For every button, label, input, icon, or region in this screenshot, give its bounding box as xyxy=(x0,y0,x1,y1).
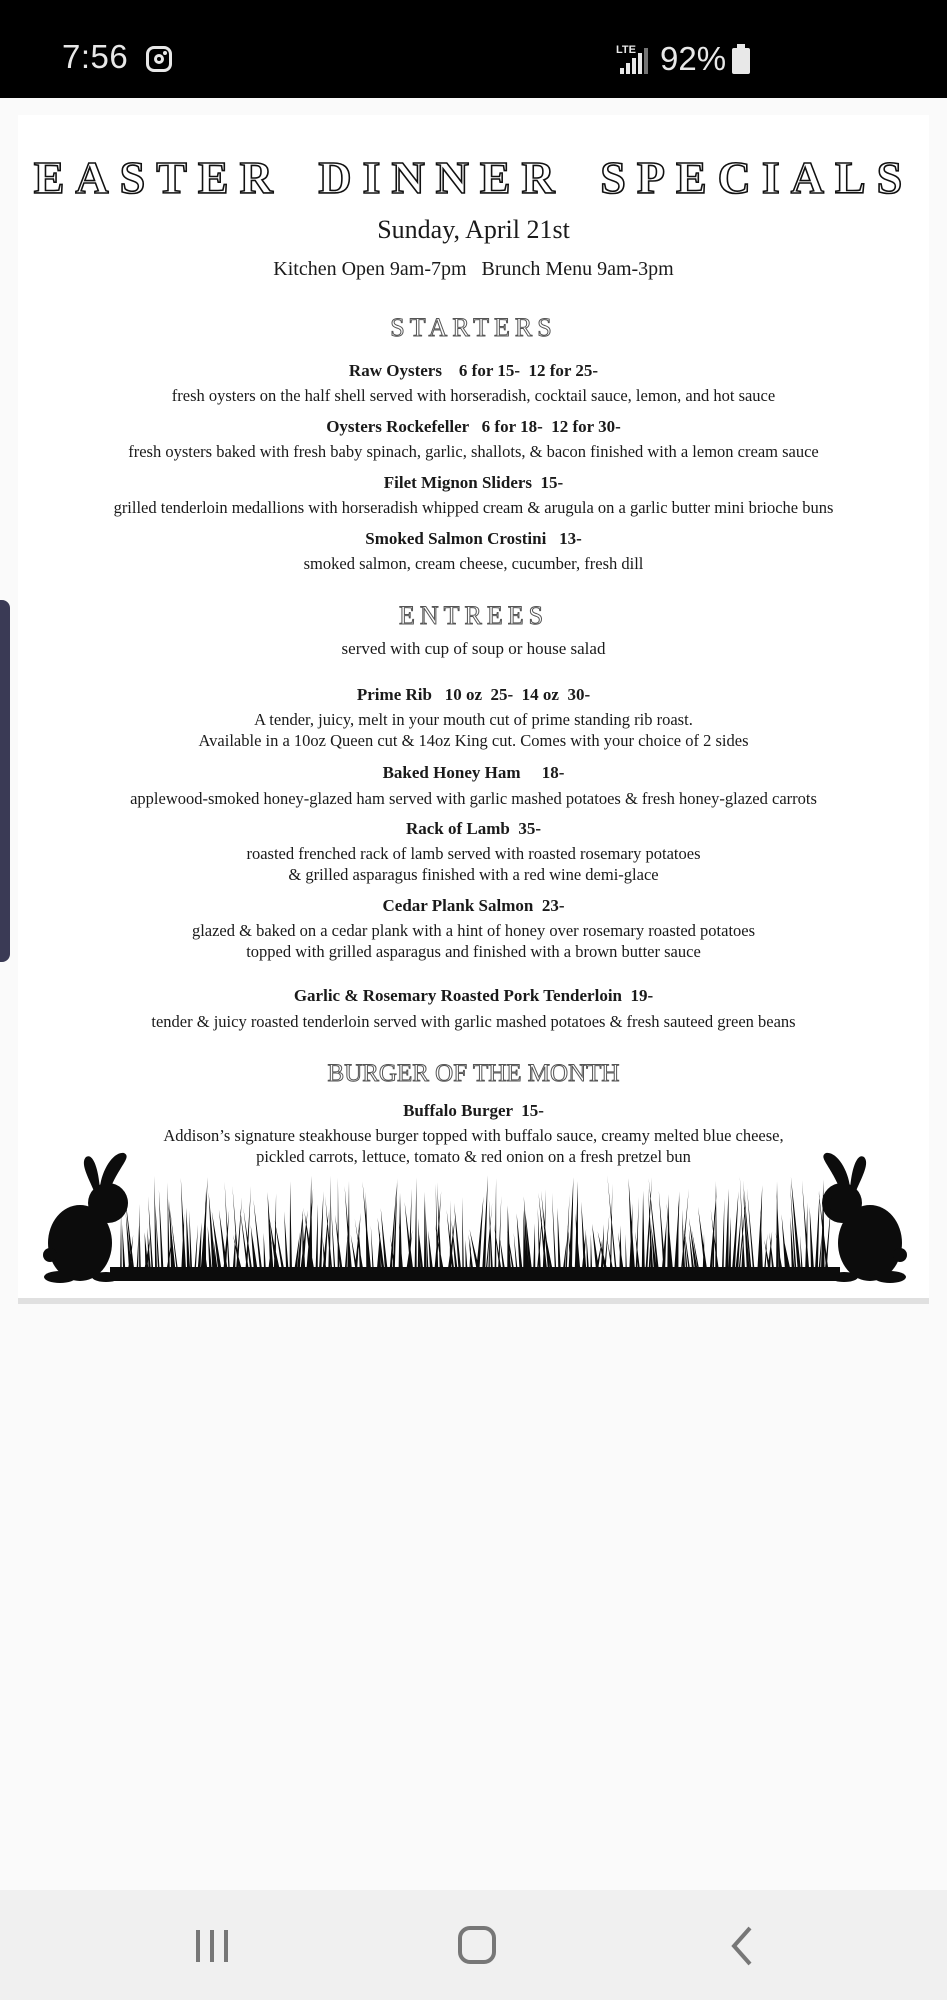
menu-hours: Kitchen Open 9am-7pm Brunch Menu 9am-3pm xyxy=(273,258,674,280)
rabbit-left-icon xyxy=(43,1153,128,1283)
section-heading-entrees: ENTREES xyxy=(398,601,549,630)
menu-item-name: Cedar Plank Salmon 23- xyxy=(382,896,565,915)
menu-item-desc: glazed & baked on a cedar plank with a hint of honey over rosemary roasted potatoes xyxy=(191,921,756,940)
grass-decoration xyxy=(110,1175,840,1281)
menu-title: EASTER DINNER SPECIALS xyxy=(33,152,914,203)
menu-item-desc: Available in a 10oz Queen cut & 14oz King cut. Comes with your choice of 2 sides xyxy=(198,731,749,750)
back-button[interactable] xyxy=(712,1920,772,1970)
battery-icon xyxy=(732,48,750,74)
menu-item-desc: topped with grilled asparagus and finished with a brown butter sauce xyxy=(246,942,701,961)
recent-apps-button[interactable] xyxy=(182,1920,242,1970)
menu-item-desc: fresh oysters baked with fresh baby spinach, garlic, shallots, & bacon finished with a lemon cream sauce xyxy=(128,442,819,461)
menu-item-name: Prime Rib 10 oz 25- 14 oz 30- xyxy=(356,685,591,704)
menu-item-desc: applewood-smoked honey-glazed ham served with garlic mashed potatoes & fresh honey-glazed carrots xyxy=(130,789,817,808)
home-button[interactable] xyxy=(446,1920,506,1970)
navigation-bar xyxy=(0,1890,947,2000)
menu-item-name: Smoked Salmon Crostini 13- xyxy=(365,529,582,548)
menu-item-desc: roasted frenched rack of lamb served with roasted rosemary potatoes xyxy=(246,844,701,863)
network-type: LTE xyxy=(616,44,636,56)
menu-item-desc: A tender, juicy, melt in your mouth cut of prime standing rib roast. xyxy=(254,710,693,729)
menu-item-desc: Addison’s signature steakhouse burger topped with buffalo sauce, creamy melted blue cheese, xyxy=(163,1126,784,1145)
menu-item-name: Oysters Rockefeller 6 for 18- 12 for 30- xyxy=(326,417,621,436)
battery-percent: 92% xyxy=(660,40,727,77)
menu-item-name: Buffalo Burger 15- xyxy=(403,1101,544,1120)
signal-icon xyxy=(620,46,648,74)
menu-item-desc: tender & juicy roasted tenderloin served with garlic mashed potatoes & fresh sauteed green beans xyxy=(151,1012,796,1031)
rabbit-right-icon xyxy=(822,1153,907,1283)
menu-item-desc: grilled tenderloin medallions with horseradish whipped cream & arugula on a garlic butter mini brioche buns xyxy=(113,498,834,517)
menu-item-desc: smoked salmon, cream cheese, cucumber, fresh dill xyxy=(303,554,644,573)
menu-item-name: Garlic & Rosemary Roasted Pork Tenderloin 19- xyxy=(293,986,654,1005)
menu-item-desc: & grilled asparagus finished with a red wine demi-glace xyxy=(288,865,659,884)
entrees-note: served with cup of soup or house salad xyxy=(341,639,606,658)
menu-item-desc: pickled carrots, lettuce, tomato & red onion on a fresh pretzel bun xyxy=(256,1147,691,1166)
instagram-icon xyxy=(146,46,172,72)
status-bar xyxy=(0,0,947,98)
section-heading-burger: BURGER OF THE MONTH xyxy=(327,1060,620,1087)
menu-image xyxy=(18,115,929,1304)
menu-item-desc: fresh oysters on the half shell served with horseradish, cocktail sauce, lemon, and hot sauce xyxy=(171,386,776,405)
section-heading-starters: STARTERS xyxy=(390,313,557,342)
menu-date: Sunday, April 21st xyxy=(377,215,570,244)
menu-item-name: Filet Mignon Sliders 15- xyxy=(383,473,564,492)
status-time: 7:56 xyxy=(62,38,129,75)
edge-panel-handle[interactable] xyxy=(0,600,10,962)
rabbits-grass-illustration xyxy=(40,1145,910,1285)
menu-item-name: Raw Oysters 6 for 15- 12 for 25- xyxy=(348,361,599,380)
menu-item-name: Baked Honey Ham 18- xyxy=(382,763,565,782)
menu-item-name: Rack of Lamb 35- xyxy=(405,819,542,838)
